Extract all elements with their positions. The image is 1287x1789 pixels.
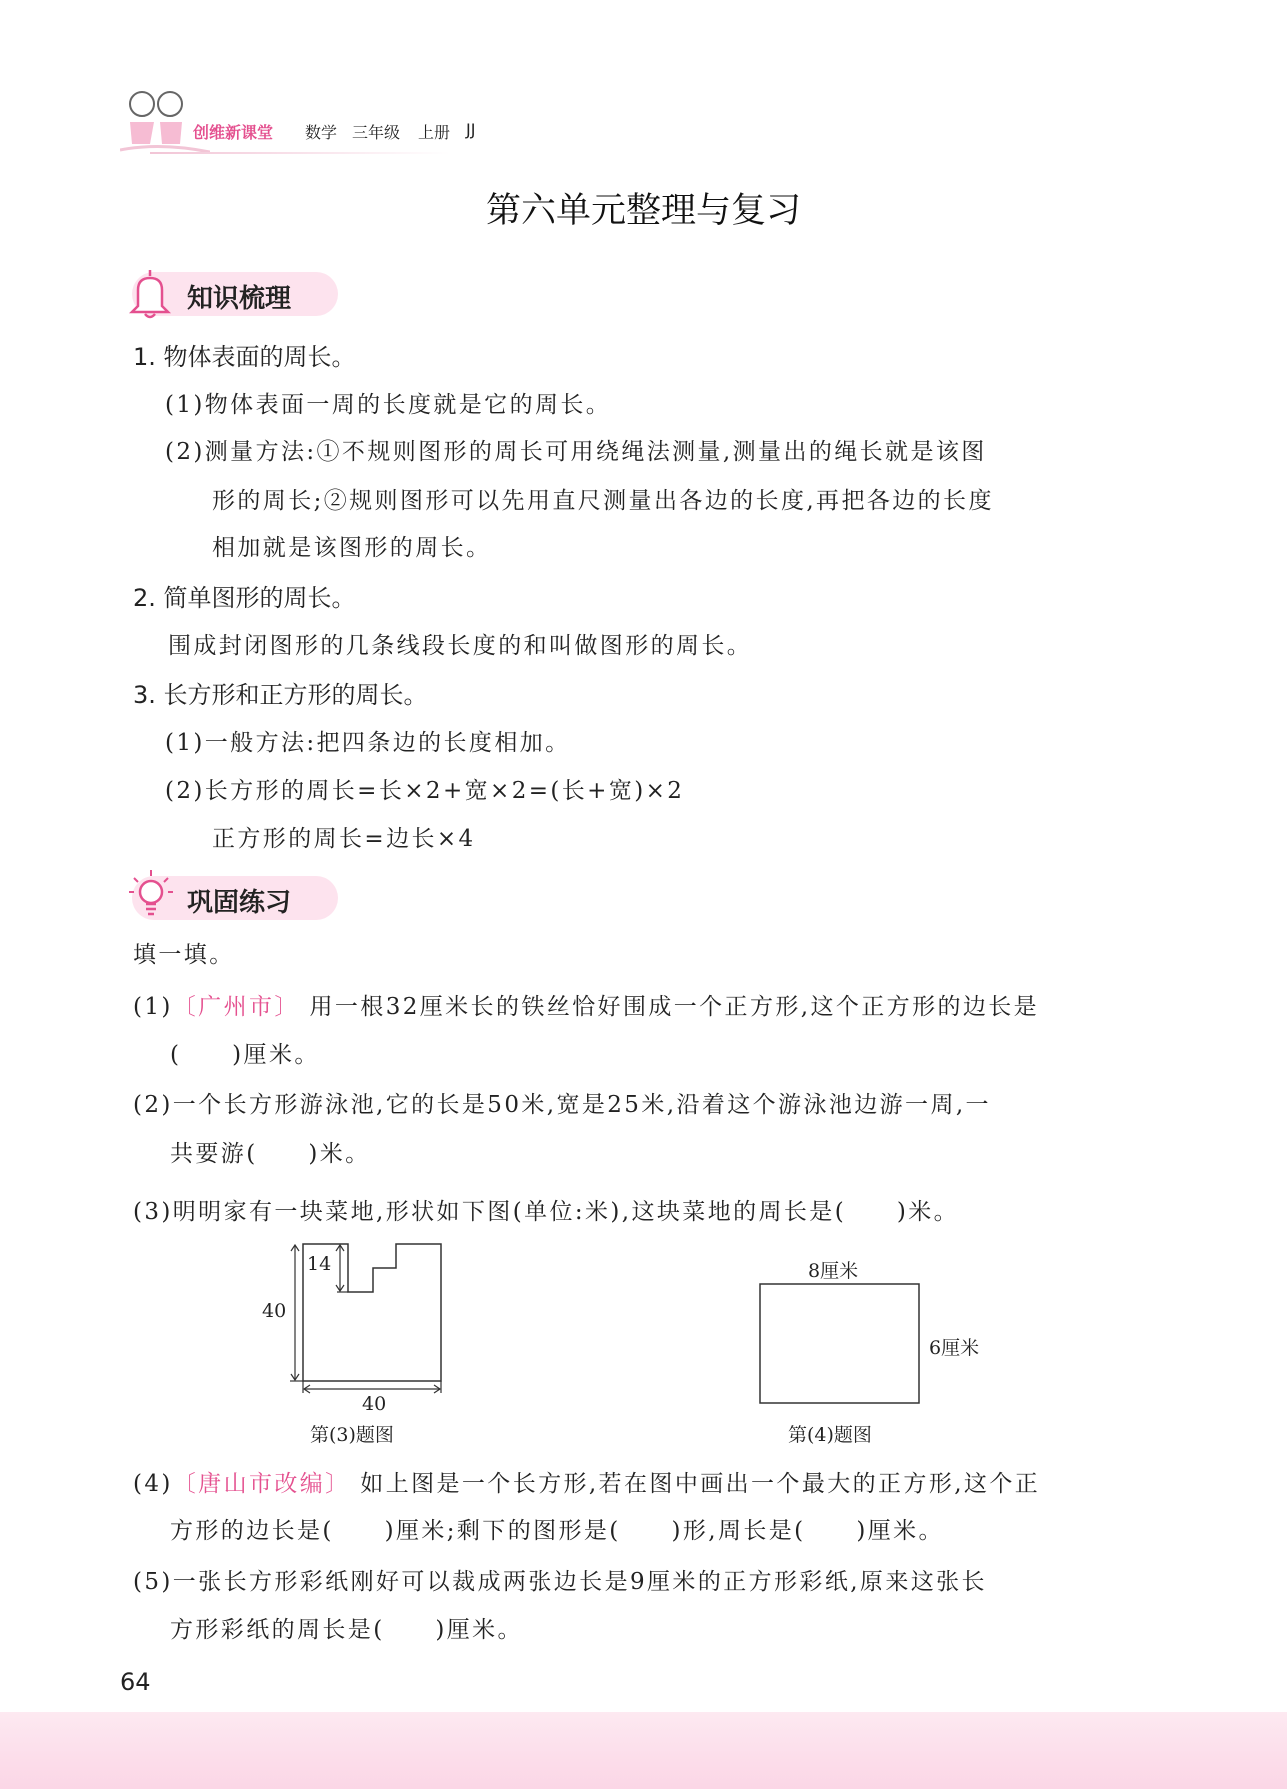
brand-name: 创维新课堂 [193,123,274,142]
question-number: (1) [133,994,173,1020]
item1-line: 形的周长;②规则图形可以先用直尺测量出各边的长度,再把各边的长度 [212,488,994,514]
question-5-cont: 方形彩纸的周长是( )厘米。 [170,1617,523,1643]
fig4-rectangle [760,1284,919,1403]
header-divider [150,152,450,154]
page-number: 64 [120,1668,151,1696]
fig3-caption: 第(3)题图 [310,1424,394,1446]
fig3-height-arrow [290,1245,303,1381]
item3-line: 正方形的周长=边长×4 [212,826,476,852]
fig3-width-label: 40 [362,1393,387,1415]
lightbulb-icon [128,868,174,924]
question-1-cont: ( )厘米。 [170,1042,320,1068]
header-grade: 三年级 [352,123,401,142]
item1-line: (1)物体表面一周的长度就是它的周长。 [165,392,612,418]
source-tag: 〔唐山市改编〕 [172,1471,351,1497]
fig4-top-label: 8厘米 [808,1260,859,1282]
item3-heading: 3. 长方形和正方形的周长。 [133,681,428,709]
question-number: (4) [133,1471,173,1497]
fig4-side-label: 6厘米 [929,1337,980,1359]
header-subject: 数学 [305,123,338,142]
header-volume: 上册 [418,123,451,142]
exercise-intro: 填一填。 [133,942,235,968]
fig4-caption: 第(4)题图 [788,1424,872,1446]
section-title-knowledge: 知识梳理 [187,284,292,314]
item1-line: 相加就是该图形的周长。 [212,535,492,561]
item2-heading: 2. 简单图形的周长。 [133,584,356,612]
question-2-cont: 共要游( )米。 [170,1141,371,1167]
item2-line: 围成封闭图形的几条线段长度的和叫做图形的周长。 [168,633,753,659]
source-tag: 〔广州市〕 [172,994,300,1020]
fig3-notch-label: 14 [307,1253,332,1275]
fig3-notch-arrow [336,1245,348,1292]
fig3-width-arrow [303,1381,441,1393]
question-4-cont: 方形的边长是( )厘米;剩下的图形是( )形,周长是( )厘米。 [170,1518,944,1544]
item1-heading: 1. 物体表面的周长。 [133,343,356,371]
question-text: 如上图是一个长方形,若在图中画出一个最大的正方形,这个正 [350,1471,1041,1497]
question-3: (3)明明家有一块菜地,形状如下图(单位:米),这块菜地的周长是( )米。 [133,1199,960,1225]
question-5: (5)一张长方形彩纸刚好可以裁成两张边长是9厘米的正方形彩纸,原来这张长 [133,1569,987,1595]
fig3-height-label: 40 [262,1300,287,1322]
section-title-practice: 巩固练习 [187,888,292,918]
header-edition: JJ [466,120,476,139]
item3-line: (1)一般方法:把四条边的长度相加。 [165,730,571,756]
item3-line: (2)长方形的周长=长×2+宽×2=(长+宽)×2 [165,778,685,804]
question-1 [133,988,1039,1021]
question-text: 用一根32厘米长的铁丝恰好围成一个正方形,这个正方形的边长是 [299,994,1040,1020]
question-2: (2)一个长方形游泳池,它的长是50米,宽是25米,沿着这个游泳池边游一周,一 [133,1092,991,1118]
bell-icon [128,266,172,320]
children-mascot-icon [120,82,210,154]
question-4 [133,1465,1040,1498]
page-title: 第六单元整理与复习 [485,191,801,231]
footer-band [0,1712,1287,1789]
item1-line: (2)测量方法:①不规则图形的周长可用绕绳法测量,测量出的绳长就是该图 [165,439,987,465]
